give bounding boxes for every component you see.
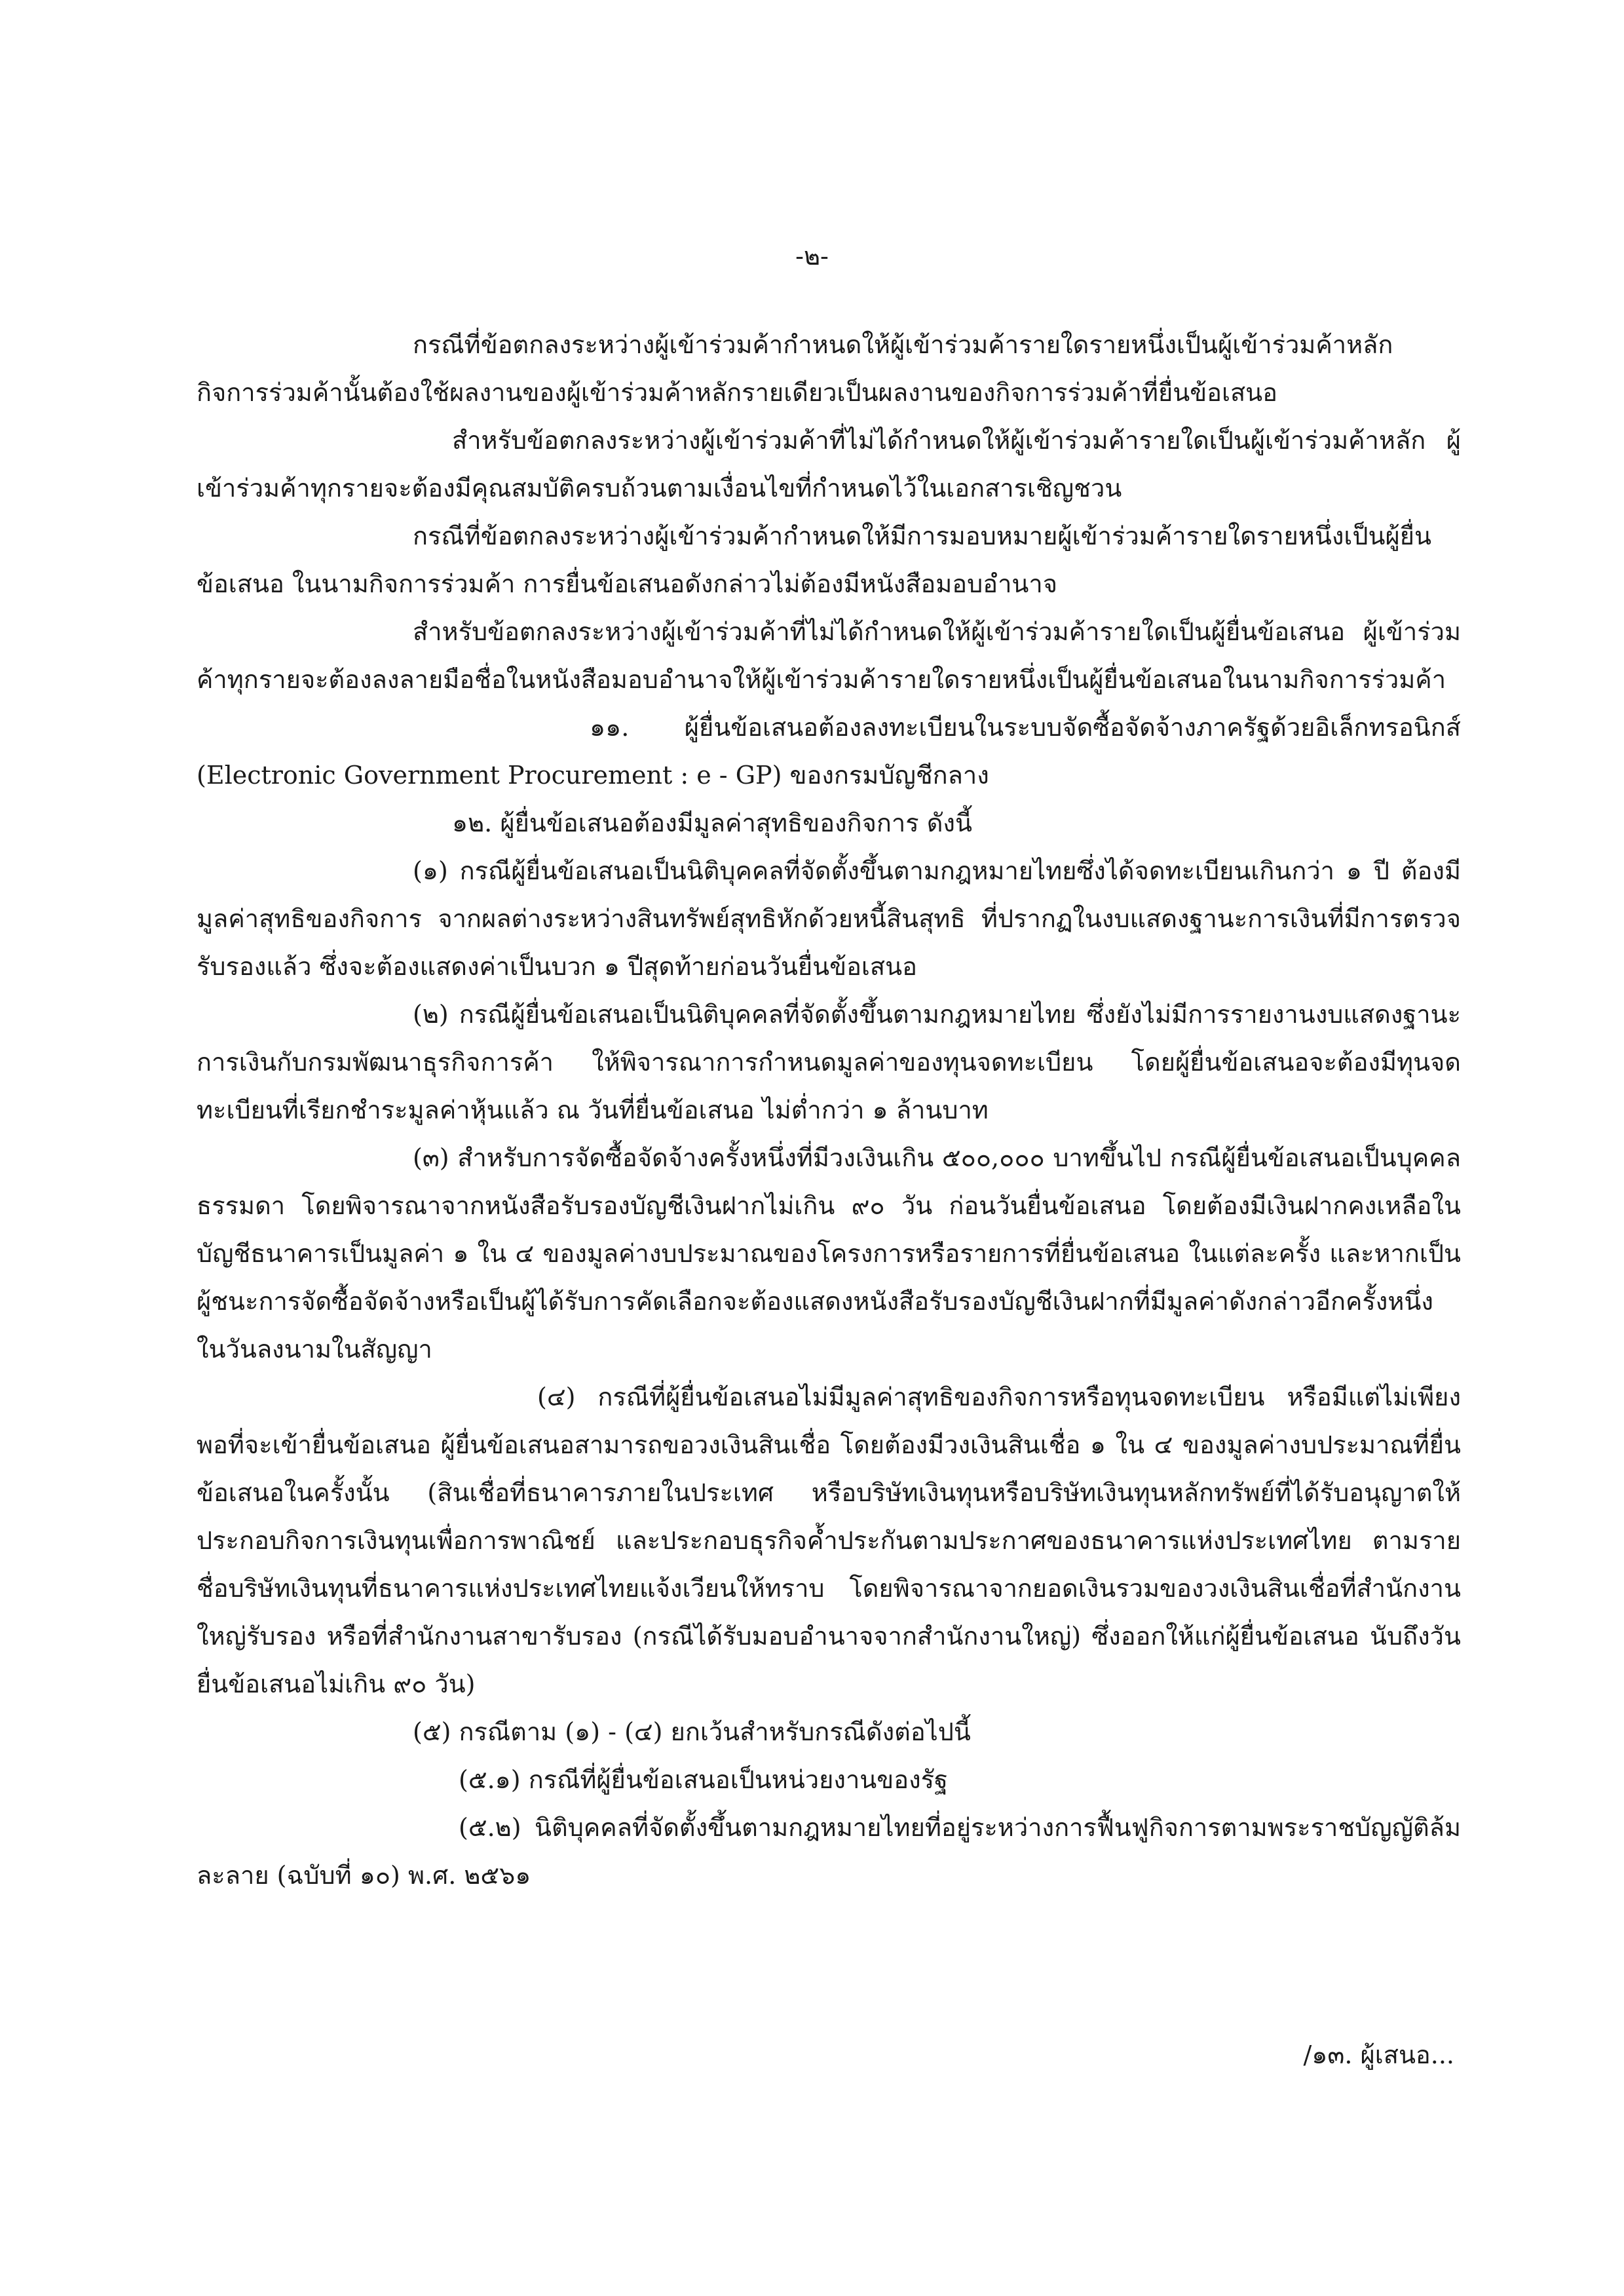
paragraph-clause-12-5-2: (๕.๒) นิติบุคคลที่จัดตั้งขึ้นตามกฎหมายไทยที่อยู่ระหว่างการฟื้นฟูกิจการตามพระราชบัญญัติล้มละลาย (ฉบับที่ ๑๐) พ.ศ. ๒๕๖๑ [197, 1813, 1461, 1890]
paragraph-clause-12-5: (๕) กรณีตาม (๑) - (๔) ยกเว้นสำหรับกรณีดังต่อไปนี้ [413, 1717, 971, 1746]
paragraph-lead-partner: กรณีที่ข้อตกลงระหว่างผู้เข้าร่วมค้ากำหนดให้ผู้เข้าร่วมค้ารายใดรายหนึ่งเป็นผู้เข้าร่วมค้าหลัก กิจการร่วมค้านั้นต้องใช้ผลงานของผู้เข้าร่วมค้าหลักรายเดียวเป็นผลงานของกิจการร่วมค้าที่ยื่นข้อเสนอ [197, 330, 1393, 407]
paragraph-clause-11: ๑๑. ผู้ยื่นข้อเสนอต้องลงทะเบียนในระบบจัดซื้อจัดจ้างภาครัฐด้วยอิเล็กทรอนิกส์ (Electronic Government Procurement : e - GP) ของกรมบัญชีกลาง [197, 713, 1461, 790]
paragraph-no-lead-partner: สำหรับข้อตกลงระหว่างผู้เข้าร่วมค้าที่ไม่ได้กำหนดให้ผู้เข้าร่วมค้ารายใดเป็นผู้เข้าร่วมค้าหลัก ผู้เข้าร่วมค้าทุกรายจะต้องมีคุณสมบัติครบถ้วนตามเงื่อนไขที่กำหนดไว้ในเอกสารเชิญชวน [197, 426, 1461, 503]
paragraph-clause-12: ๑๒. ผู้ยื่นข้อเสนอต้องมีมูลค่าสุทธิของกิจการ ดังนี้ [452, 809, 972, 837]
paragraph-no-assigned-bidder: สำหรับข้อตกลงระหว่างผู้เข้าร่วมค้าที่ไม่ได้กำหนดให้ผู้เข้าร่วมค้ารายใดเป็นผู้ยื่นข้อเสนอ ผู้เข้าร่วมค้าทุกรายจะต้องลงลายมือชื่อในหนังสือมอบอำนาจให้ผู้เข้าร่วมค้ารายใดรายหนึ่งเป็นผู้ยื่นข้อเสนอในนามกิจการร่วมค้า [197, 617, 1461, 694]
paragraph-clause-12-4: (๔) กรณีที่ผู้ยื่นข้อเสนอไม่มีมูลค่าสุทธิของกิจการหรือทุนจดทะเบียน หรือมีแต่ไม่เพียงพอที่จะเข้ายื่นข้อเสนอ ผู้ยื่นข้อเสนอสามารถขอวงเงินสินเชื่อ โดยต้องมีวงเงินสินเชื่อ ๑ ใน ๔ ของมูลค่างบประมาณที่ยื่นข้อเสนอในครั้งนั้น (สินเชื่อที่ธนาคารภายในประเทศ หรือบริษัทเงินทุนหรือบริษัทเงินทุนหลักทรัพย์ที่ได้รับอนุญาตให้ประกอบกิจการเงินทุนเพื่อการพาณิชย์ และประกอบธุรกิจค้ำประกันตามประกาศของธนาคารแห่งประเทศไทย ตามรายชื่อบริษัทเงินทุนที่ธนาคารแห่งประเทศไทยแจ้งเวียนให้ทราบ โดยพิจารณาจากยอดเงินรวมของวงเงินสินเชื่อที่สำนักงานใหญ่รับรอง หรือที่สำนักงานสาขารับรอง (กรณีได้รับมอบอำนาจจากสำนักงานใหญ่) ซึ่งออกให้แก่ผู้ยื่นข้อเสนอ นับถึงวันยื่นข้อเสนอไม่เกิน ๙๐ วัน) [197, 1383, 1461, 1698]
paragraph-clause-12-1: (๑) กรณีผู้ยื่นข้อเสนอเป็นนิติบุคคลที่จัดตั้งขึ้นตามกฎหมายไทยซึ่งได้จดทะเบียนเกินกว่า ๑ ปี ต้องมีมูลค่าสุทธิของกิจการ จากผลต่างระหว่างสินทรัพย์สุทธิหักด้วยหนี้สินสุทธิ ที่ปรากฏในงบแสดงฐานะการเงินที่มีการตรวจรับรองแล้ว ซึ่งจะต้องแสดงค่าเป็นบวก ๑ ปีสุดท้ายก่อนวันยื่นข้อเสนอ [197, 856, 1461, 981]
paragraph-clause-12-3: (๓) สำหรับการจัดซื้อจัดจ้างครั้งหนึ่งที่มีวงเงินเกิน ๕๐๐,๐๐๐ บาทขึ้นไป กรณีผู้ยื่นข้อเสนอเป็นบุคคลธรรมดา โดยพิจารณาจากหนังสือรับรองบัญชีเงินฝากไม่เกิน ๙๐ วัน ก่อนวันยื่นข้อเสนอ โดยต้องมีเงินฝากคงเหลือในบัญชีธนาคารเป็นมูลค่า ๑ ใน ๔ ของมูลค่างบประมาณของโครงการหรือรายการที่ยื่นข้อเสนอ ในแต่ละครั้ง และหากเป็นผู้ชนะการจัดซื้อจัดจ้างหรือเป็นผู้ได้รับการคัดเลือกจะต้องแสดงหนังสือรับรองบัญชีเงินฝากที่มีมูลค่าดังกล่าวอีกครั้งหนึ่งในวันลงนามในสัญญา [197, 1143, 1461, 1364]
paragraph-clause-12-5-1: (๕.๑) กรณีที่ผู้ยื่นข้อเสนอเป็นหน่วยงานของรัฐ [459, 1765, 949, 1794]
document-body [197, 321, 1461, 1900]
page-number: -๒- [795, 242, 829, 271]
paragraph-clause-12-2: (๒) กรณีผู้ยื่นข้อเสนอเป็นนิติบุคคลที่จัดตั้งขึ้นตามกฎหมายไทย ซึ่งยังไม่มีการรายงานงบแสดงฐานะการเงินกับกรมพัฒนาธุรกิจการค้า ให้พิจารณาการกำหนดมูลค่าของทุนจดทะเบียน โดยผู้ยื่นข้อเสนอจะต้องมีทุนจดทะเบียนที่เรียกชำระมูลค่าหุ้นแล้ว ณ วันที่ยื่นข้อเสนอ ไม่ต่ำกว่า ๑ ล้านบาท [197, 1000, 1461, 1124]
paragraph-assigned-bidder: กรณีที่ข้อตกลงระหว่างผู้เข้าร่วมค้ากำหนดให้มีการมอบหมายผู้เข้าร่วมค้ารายใดรายหนึ่งเป็นผู้ยื่นข้อเสนอ ในนามกิจการร่วมค้า การยื่นข้อเสนอดังกล่าวไม่ต้องมีหนังสือมอบอำนาจ [197, 522, 1431, 598]
continuation-marker: /๑๓. ผู้เสนอ... [1303, 2040, 1454, 2069]
